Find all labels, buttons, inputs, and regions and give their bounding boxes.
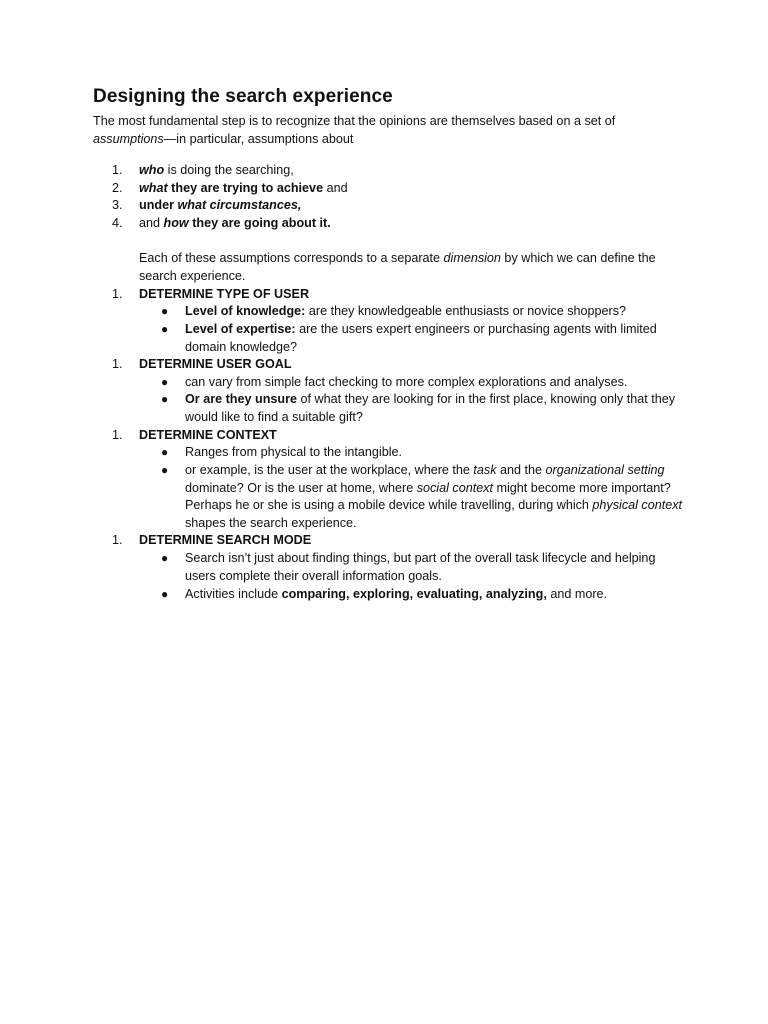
section-number: 1. xyxy=(112,428,123,442)
list-text: and xyxy=(323,181,348,195)
organizational-setting-word: organizational setting xyxy=(545,463,665,477)
list-bold: under xyxy=(139,198,178,212)
bullet-bold: Level of expertise: xyxy=(185,322,296,336)
section-heading: DETERMINE USER GOAL xyxy=(139,357,292,371)
bullet-text: might become more important? Perhaps he or she is using a mobile device while travelling, during which xyxy=(185,480,671,513)
bullet-text: dominate? Or is the user at home, where xyxy=(185,480,417,495)
list-bold: they are trying to achieve xyxy=(167,181,324,195)
list-number: 4. xyxy=(112,216,123,230)
bullet-icon: ● xyxy=(161,322,169,336)
intro-assumptions-word: assumptions xyxy=(93,131,164,146)
section-heading: DETERMINE CONTEXT xyxy=(139,428,277,442)
bullet-icon: ● xyxy=(161,392,169,406)
list-number: 3. xyxy=(112,198,123,212)
list-text: and xyxy=(139,216,164,230)
list-emphasis: how xyxy=(163,216,189,230)
paragraph-text-cont: by which we can define the search experience. xyxy=(139,251,656,283)
intro-text-cont: —in particular, assumptions about xyxy=(163,131,354,146)
bullet-text: of what they are looking for in the first place, knowing only that they would like to find a suitable gift? xyxy=(185,392,676,424)
bullet-text-cont: and more. xyxy=(546,587,608,601)
bullet-text: shapes the search experience. xyxy=(185,515,357,530)
page-title: Designing the search experience xyxy=(93,86,393,107)
section-number: 1. xyxy=(112,533,123,547)
bullet-bold: comparing, exploring, evaluating, analyzing, xyxy=(281,587,547,601)
list-emphasis: what xyxy=(139,181,168,195)
section-number: 1. xyxy=(112,287,123,301)
bullet-bold: Or are they unsure xyxy=(185,392,297,406)
bullet-text: Ranges from physical to the intangible. xyxy=(185,445,403,459)
bullet-text: are they knowledgeable enthusiasts or novice shoppers? xyxy=(305,304,627,318)
list-bold: they are going about it. xyxy=(188,216,331,230)
bullet-text: or example, is the user at the workplace, where the xyxy=(185,463,474,477)
bullet-icon: ● xyxy=(161,445,169,459)
bullet-text: Search isn’t just about finding things, but part of the overall task lifecycle and helping users complete their overall information goals. xyxy=(185,551,656,583)
bullet-bold: Level of knowledge: xyxy=(185,304,306,318)
intro-text: The most fundamental step is to recognize that the opinions are themselves based on a set of xyxy=(93,114,616,128)
bullet-text: and the xyxy=(496,463,546,477)
list-emphasis: what circumstances, xyxy=(177,198,302,212)
physical-context-word: physical context xyxy=(592,498,683,513)
section-number: 1. xyxy=(112,357,123,371)
bullet-icon: ● xyxy=(161,304,169,318)
bullet-icon: ● xyxy=(161,463,169,477)
section-heading: DETERMINE SEARCH MODE xyxy=(139,533,312,547)
bullet-icon: ● xyxy=(161,375,169,389)
bullet-text: can vary from simple fact checking to more complex explorations and analyses. xyxy=(185,375,628,389)
list-emphasis: who xyxy=(139,163,165,177)
social-context-word: social context xyxy=(416,480,494,495)
bullet-text: Activities include xyxy=(185,587,282,601)
bullet-icon: ● xyxy=(161,551,169,565)
intro-paragraph xyxy=(93,113,693,148)
list-number: 2. xyxy=(112,181,123,195)
dimension-word: dimension xyxy=(443,251,501,265)
task-word: task xyxy=(473,463,497,477)
section-heading: DETERMINE TYPE OF USER xyxy=(139,287,310,301)
paragraph-text: Each of these assumptions corresponds to a separate xyxy=(139,251,444,265)
list-text: is doing the searching, xyxy=(164,163,294,177)
list-number: 1. xyxy=(112,163,123,177)
bullet-icon: ● xyxy=(161,587,169,601)
bullet-text: are the users expert engineers or purchasing agents with limited domain knowledge? xyxy=(185,322,657,354)
